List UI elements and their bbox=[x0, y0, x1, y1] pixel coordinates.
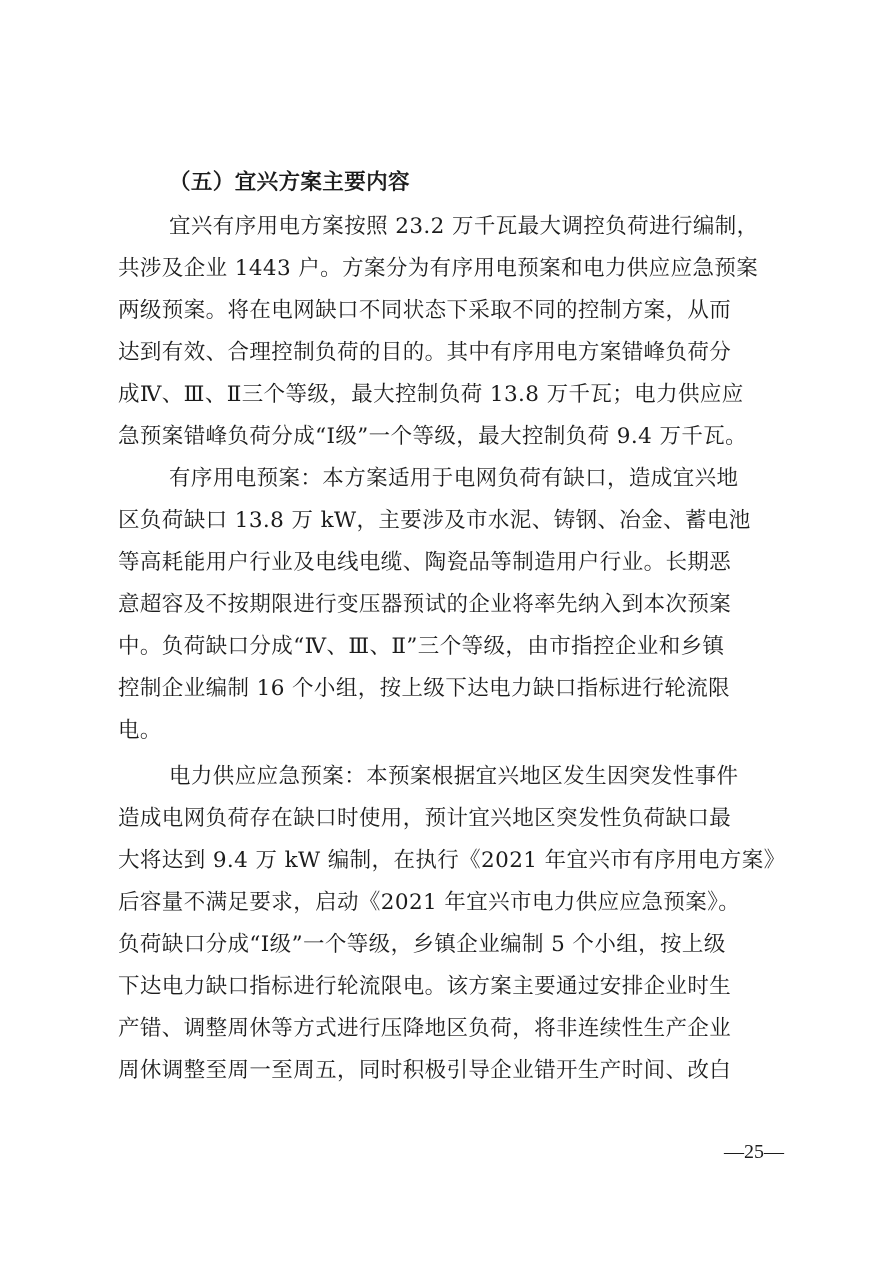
text-line: 达到有效、合理控制负荷的目的。其中有序用电方案错峰负荷分 bbox=[118, 340, 732, 365]
text-line: 等高耗能用户行业及电线电缆、陶瓷品等制造用户行业。长期恶 bbox=[118, 550, 732, 575]
page-number: —25— bbox=[724, 1141, 784, 1163]
text-line: 造成电网负荷存在缺口时使用，预计宜兴地区突发性负荷缺口最 bbox=[118, 806, 732, 831]
text-line: 负荷缺口分成“Ⅰ级”一个等级，乡镇企业编制 5 个小组，按上级 bbox=[118, 932, 726, 957]
text-line: 周休调整至周一至周五，同时积极引导企业错开生产时间、改白 bbox=[118, 1058, 732, 1083]
text-line: 共涉及企业 1443 户。方案分为有序用电预案和电力供应应急预案 bbox=[118, 256, 759, 281]
text-line: 成Ⅳ、Ⅲ、Ⅱ三个等级，最大控制负荷 13.8 万千瓦；电力供应应 bbox=[118, 382, 744, 407]
text-line: 宜兴有序用电方案按照 23.2 万千瓦最大调控负荷进行编制， bbox=[169, 214, 759, 239]
text-line: 控制企业编制 16 个小组，按上级下达电力缺口指标进行轮流限 bbox=[118, 676, 731, 701]
text-line: 有序用电预案：本方案适用于电网负荷有缺口，造成宜兴地 bbox=[169, 466, 739, 491]
text-line: 电。 bbox=[118, 718, 162, 743]
text-line: 急预案错峰负荷分成“Ⅰ级”一个等级，最大控制负荷 9.4 万千瓦。 bbox=[118, 424, 748, 449]
text-line: 大将达到 9.4 万 kW 编制，在执行《2021 年宜兴市有序用电方案》 bbox=[118, 848, 786, 873]
text-line: 意超容及不按期限进行变压器预试的企业将率先纳入到本次预案 bbox=[118, 592, 732, 617]
text-line: 下达电力缺口指标进行轮流限电。该方案主要通过安排企业时生 bbox=[118, 974, 732, 999]
text-line: 电力供应应急预案：本预案根据宜兴地区发生因突发性事件 bbox=[169, 764, 739, 789]
text-line: 两级预案。将在电网缺口不同状态下采取不同的控制方案，从而 bbox=[118, 298, 732, 323]
text-line: 产错、调整周休等方式进行压降地区负荷，将非连续性生产企业 bbox=[118, 1016, 732, 1041]
section-heading: （五）宜兴方案主要内容 bbox=[169, 170, 410, 195]
text-line: 后容量不满足要求，启动《2021 年宜兴市电力供应应急预案》。 bbox=[118, 890, 741, 915]
text-line: 中。负荷缺口分成“Ⅳ、Ⅲ、Ⅱ”三个等级，由市指控企业和乡镇 bbox=[118, 634, 725, 659]
text-line: 区负荷缺口 13.8 万 kW，主要涉及市水泥、铸钢、冶金、蓄电池 bbox=[118, 508, 751, 533]
